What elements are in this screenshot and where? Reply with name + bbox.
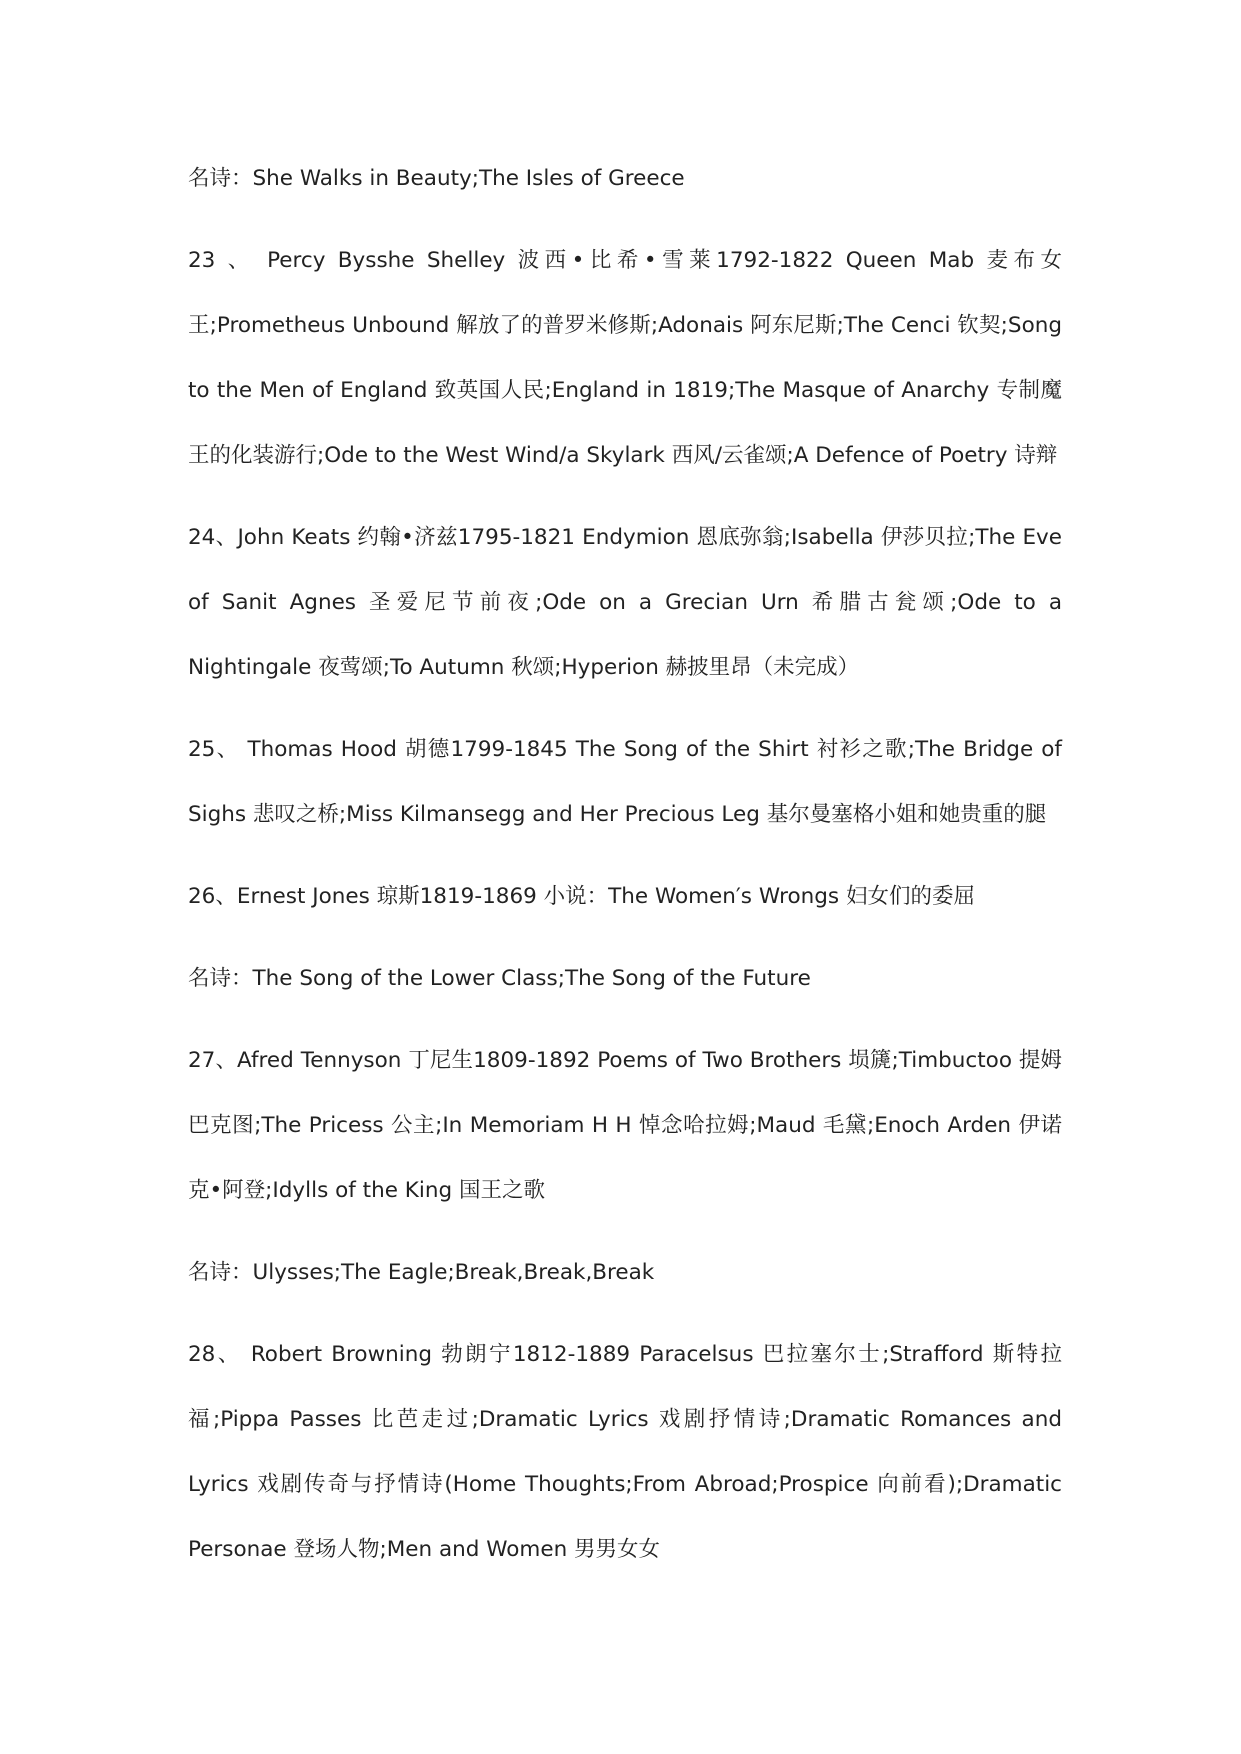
paragraph-hood: 25、 Thomas Hood 胡德1799-1845 The Song of the Shirt 衬衫之歌;The Bridge of Sighs 悲叹之桥;Miss Kilmansegg and Her Precious Leg 基尔曼塞格小姐和她贵重的腿 — [188, 737, 1062, 827]
paragraph-tennyson: 27、Afred Tennyson 丁尼生1809-1892 Poems of Two Brothers 埙篪;Timbuctoo 提姆巴克图;The Pricess 公主;In Memoriam H H 悼念哈拉姆;Maud 毛黛;Enoch Arden 伊诺克•阿登;Idylls of the King 国王之歌 — [188, 1048, 1062, 1203]
paragraph-shelley: 23 、 Percy Bysshe Shelley 波西•比希•雪莱1792-1822 Queen Mab 麦布女王;Prometheus Unbound 解放了的普罗米修斯;Adonais 阿东尼斯;The Cenci 钦契;Song to the Men of England 致英国人民;England in 1819;The Masque of Anarchy 专制魔王的化装游行;Ode to the West Wind/a Skylark 西风/云雀颂;A Defence of Poetry 诗辩 — [188, 248, 1062, 468]
document-body — [188, 146, 1062, 1599]
paragraph-browning: 28、 Robert Browning 勃朗宁1812-1889 Paracelsus 巴拉塞尔士;Strafford 斯特拉福;Pippa Passes 比芭走过;Dramatic Lyrics 戏剧抒情诗;Dramatic Romances and Lyrics 戏剧传奇与抒情诗(Home Thoughts;From Abroad;Prospice 向前看);Dramatic Personae 登场人物;Men and Women 男男女女 — [188, 1342, 1062, 1562]
paragraph-byron-famous-poems: 名诗：She Walks in Beauty;The Isles of Greece — [188, 166, 685, 191]
paragraph-tennyson-famous-poems: 名诗：Ulysses;The Eagle;Break,Break,Break — [188, 1260, 655, 1285]
paragraph-jones: 26、Ernest Jones 琼斯1819-1869 小说：The Women′s Wrongs 妇女们的委屈 — [188, 884, 975, 909]
paragraph-jones-famous-poems: 名诗：The Song of the Lower Class;The Song of the Future — [188, 966, 811, 991]
paragraph-keats: 24、John Keats 约翰•济兹1795-1821 Endymion 恩底弥翁;Isabella 伊莎贝拉;The Eve of Sanit Agnes 圣爱尼节前夜;Ode on a Grecian Urn 希腊古瓮颂;Ode to a Nightingale 夜莺颂;To Autumn 秋颂;Hyperion 赫披里昂（未完成） — [188, 525, 1062, 680]
